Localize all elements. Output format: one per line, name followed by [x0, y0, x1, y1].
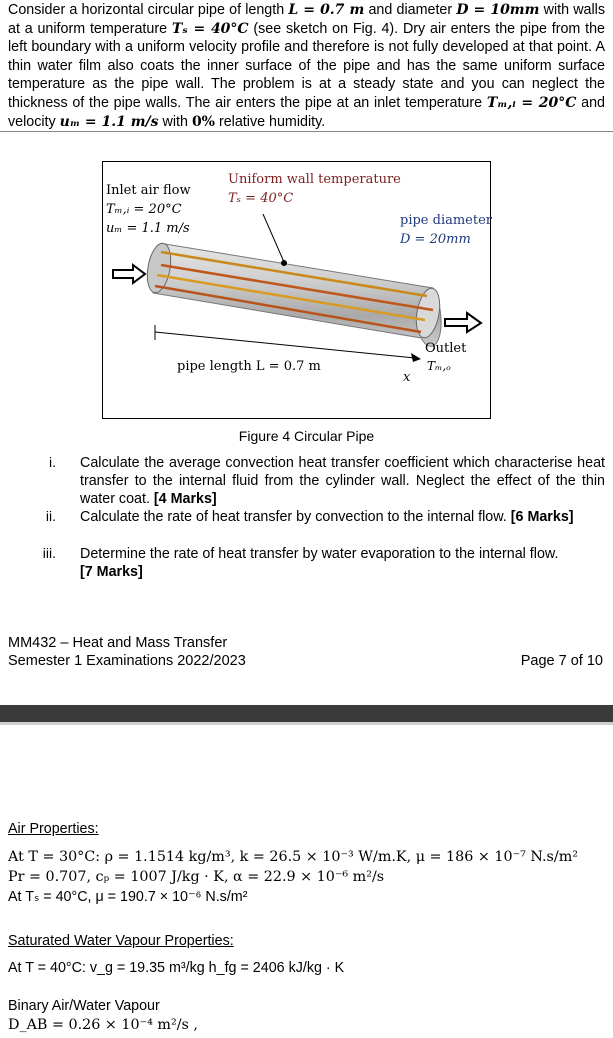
air-properties-title: Air Properties: — [8, 821, 99, 837]
text-run: (see sketch on Fig. 4). Dry air enters the pipe from the left boundary with a uniform velocity profile and therefore is not fully developed at that point. A thin water film also coats the inner surface of the pipe and has the same uniform surface temperature as the pipe wall. The problem is at a steady state and you can neglect the thickness of the pipe walls. The air enters the pipe at an inlet temperature — [8, 20, 606, 111]
question-number: ii. — [45, 508, 56, 524]
velocity-value: uₘ = 1.1 m/s — [59, 113, 159, 130]
wall-pointer-line — [263, 214, 284, 262]
figure-caption: Figure 4 Circular Pipe — [238, 428, 375, 444]
text-run: Consider a horizontal circular pipe of length — [8, 2, 289, 18]
water-properties-title: Saturated Water Vapour Properties: — [8, 933, 234, 949]
humidity-value: 0% — [191, 113, 215, 130]
text-run: with — [158, 113, 192, 130]
length-label: pipe length L = 0.7 m — [177, 359, 321, 374]
page-break — [0, 705, 613, 722]
inlet-temp-value: Tₘ,ᵢ = 20°C — [486, 94, 577, 111]
inlet-arrow-icon — [113, 265, 145, 283]
diameter-value: D = 10mm — [456, 2, 540, 18]
inlet-temp-label: Tₘ,ᵢ = 20°C — [106, 202, 182, 217]
question-item — [80, 508, 605, 526]
question-marks: [6 Marks] — [510, 509, 574, 525]
wall-temp-label: Tₛ = 40°C — [228, 191, 294, 206]
inlet-velocity-label: uₘ = 1.1 m/s — [106, 221, 190, 236]
question-text: Calculate the average convection heat transfer coefficient which characterise heat transfer to the internal fluid from the cylinder wall. Neglect the effect of the thin water coat. — [80, 455, 605, 507]
water-properties-line: At T = 40°C: v_g = 19.35 m³/kg h_fg = 2406 kJ/kg · K — [8, 960, 345, 976]
pipe-body — [153, 244, 441, 346]
outlet-arrow-icon — [445, 313, 481, 332]
text-run: with walls at a uniform temperature — [8, 2, 605, 37]
inlet-label: Inlet air flow — [106, 183, 191, 198]
pipe-figure — [102, 161, 491, 419]
question-marks: [4 Marks] — [153, 491, 217, 507]
air-properties-line: Pr = 0.707, cₚ = 1007 J/kg · K, α = 22.9 × 10⁻⁶ m²/s — [8, 869, 385, 885]
text-run: relative humidity. — [214, 113, 326, 130]
outlet-label: Outlet — [425, 341, 467, 356]
footer-course: MM432 – Heat and Mass Transfer — [8, 635, 228, 651]
wall-temp-value: Tₛ = 40°C — [171, 20, 249, 37]
air-properties-line: At Tₛ = 40°C, μ = 190.7 × 10⁻⁶ N.s/m² — [8, 889, 248, 905]
wall-temp-title: Uniform wall temperature — [228, 172, 401, 187]
binary-title: Binary Air/Water Vapour — [8, 998, 160, 1014]
question-text: Determine the rate of heat transfer by water evaporation to the internal flow. — [80, 546, 559, 562]
question-item — [80, 454, 605, 508]
text-run: and velocity — [8, 94, 606, 130]
wall-pointer-dot — [281, 260, 287, 266]
diameter-label: D = 20mm — [400, 232, 471, 247]
length-line — [155, 332, 415, 358]
page-break-edge — [0, 722, 613, 725]
pipe-diagram — [103, 162, 493, 418]
length-arrowhead — [411, 353, 421, 362]
question-marks: [7 Marks] — [80, 564, 143, 580]
outlet-temp-label: Tₘ,ₒ — [427, 359, 451, 373]
diameter-title: pipe diameter — [400, 213, 493, 228]
binary-line: D_AB = 0.26 × 10⁻⁴ m²/s , — [8, 1017, 198, 1033]
text-run: and diameter — [364, 2, 457, 18]
length-value: L = 0.7 m — [288, 2, 365, 18]
x-axis-label: x — [403, 370, 411, 385]
divider — [0, 131, 613, 132]
question-item — [80, 545, 605, 581]
question-number: iii. — [42, 545, 56, 561]
footer-page-number: Page 7 of 10 — [520, 653, 603, 669]
problem-statement — [8, 1, 605, 131]
question-number: i. — [49, 454, 56, 470]
footer-semester: Semester 1 Examinations 2022/2023 — [8, 653, 246, 669]
question-text: Calculate the rate of heat transfer by convection to the internal flow. — [80, 509, 507, 525]
air-properties-line: At T = 30°C: ρ = 1.1514 kg/m³, k = 26.5 × 10⁻³ W/m.K, μ = 186 × 10⁻⁷ N.s/m² — [8, 849, 579, 865]
